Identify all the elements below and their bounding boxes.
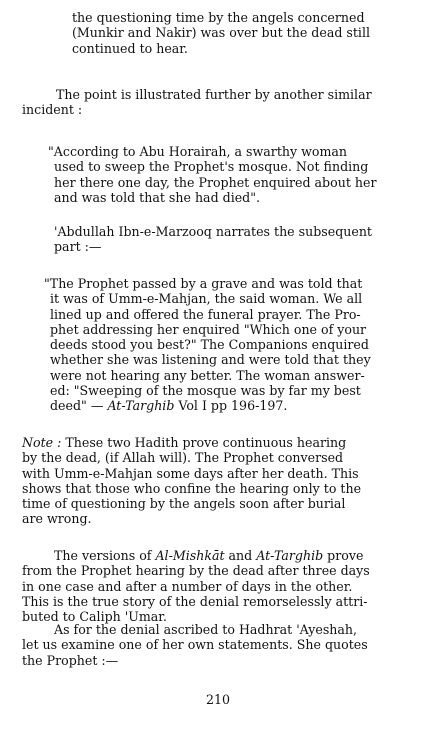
text-line: whether she was listening and were told that they xyxy=(50,352,371,368)
text-line: buted to Caliph 'Umar. xyxy=(22,609,167,625)
text-line: deeds stood you best?" The Companions enquired xyxy=(50,337,369,353)
text-line: "According to Abu Horairah, a swarthy woman xyxy=(48,144,348,159)
text-line: the Prophet :— xyxy=(22,652,119,668)
text-line: the questioning time by the angels concerned xyxy=(72,10,365,25)
text-line xyxy=(44,398,408,413)
versions-mid: and xyxy=(224,548,257,563)
note-label: Note : xyxy=(22,435,62,450)
text-line: by the dead, (if Allah will). The Prophet conversed xyxy=(22,450,344,466)
page-number: 210 xyxy=(205,692,231,707)
text-line: As for the denial ascribed to Hadhrat 'Ayeshah, xyxy=(54,622,358,637)
text-line: were not hearing any better. The woman answer- xyxy=(50,367,365,383)
text-line: part :— xyxy=(54,239,102,255)
text-line: This is the true story of the denial remorselessly attri- xyxy=(22,593,368,609)
text-line: lined up and offered the funeral prayer. The Pro- xyxy=(50,306,361,322)
versions-post: prove xyxy=(323,548,364,563)
versions-pre: The versions of xyxy=(54,548,156,563)
text-line: and was told that she had died". xyxy=(54,189,261,205)
note-paragraph xyxy=(22,435,406,527)
paragraph-illustration xyxy=(22,87,406,118)
paragraph-ayeshah xyxy=(22,622,406,668)
text-line: phet addressing her enquired "Which one of your xyxy=(50,321,367,337)
quote-source-post: Vol I pp 196-197. xyxy=(174,398,288,414)
text-line: are wrong. xyxy=(22,511,92,527)
paragraph-continuation xyxy=(72,10,406,56)
paragraph-marzooq xyxy=(54,224,406,255)
quote-umm-e-mahjan xyxy=(44,276,408,414)
quote-abu-horairah xyxy=(48,144,407,205)
text-line: let us examine one of her own statements. She quotes xyxy=(22,637,368,653)
text-line: in one case and after a number of days in the other. xyxy=(22,578,353,594)
paragraph-versions xyxy=(22,548,406,624)
quote-source-pre: deed" — xyxy=(50,398,108,414)
quote-source-title: At-Targhib xyxy=(107,398,175,414)
text-line xyxy=(22,548,406,563)
text-line: (Munkir and Nakir) was over but the dead still xyxy=(72,25,371,41)
text-line: time of questioning by the angels soon after burial xyxy=(22,496,346,512)
text-line xyxy=(22,435,406,450)
text-line: 'Abdullah Ibn-e-Marzooq narrates the subsequent xyxy=(54,224,372,239)
text-line: continued to hear. xyxy=(72,40,188,56)
text-line: it was of Umm-e-Mahjan, the said woman. We all xyxy=(50,291,363,307)
text-line: with Umm-e-Mahjan some days after her death. This xyxy=(22,465,359,481)
text-line: The point is illustrated further by another similar xyxy=(56,87,372,102)
text-line: used to sweep the Prophet's mosque. Not finding xyxy=(54,159,369,175)
text-line: her there one day, the Prophet enquired about her xyxy=(54,174,377,190)
text-line: ed: "Sweeping of the mosque was by far my best xyxy=(50,383,361,399)
text-line: from the Prophet hearing by the dead after three days xyxy=(22,563,370,579)
book-title-mishkat: Al-Mishkāt xyxy=(155,548,225,563)
note-first-line: These two Hadith prove continuous hearing xyxy=(61,435,347,450)
text-line: incident : xyxy=(22,102,83,118)
book-title-targhib: At-Targhib xyxy=(256,548,324,563)
text-line: "The Prophet passed by a grave and was told that xyxy=(44,276,363,291)
text-line: shows that those who confine the hearing only to the xyxy=(22,480,362,496)
